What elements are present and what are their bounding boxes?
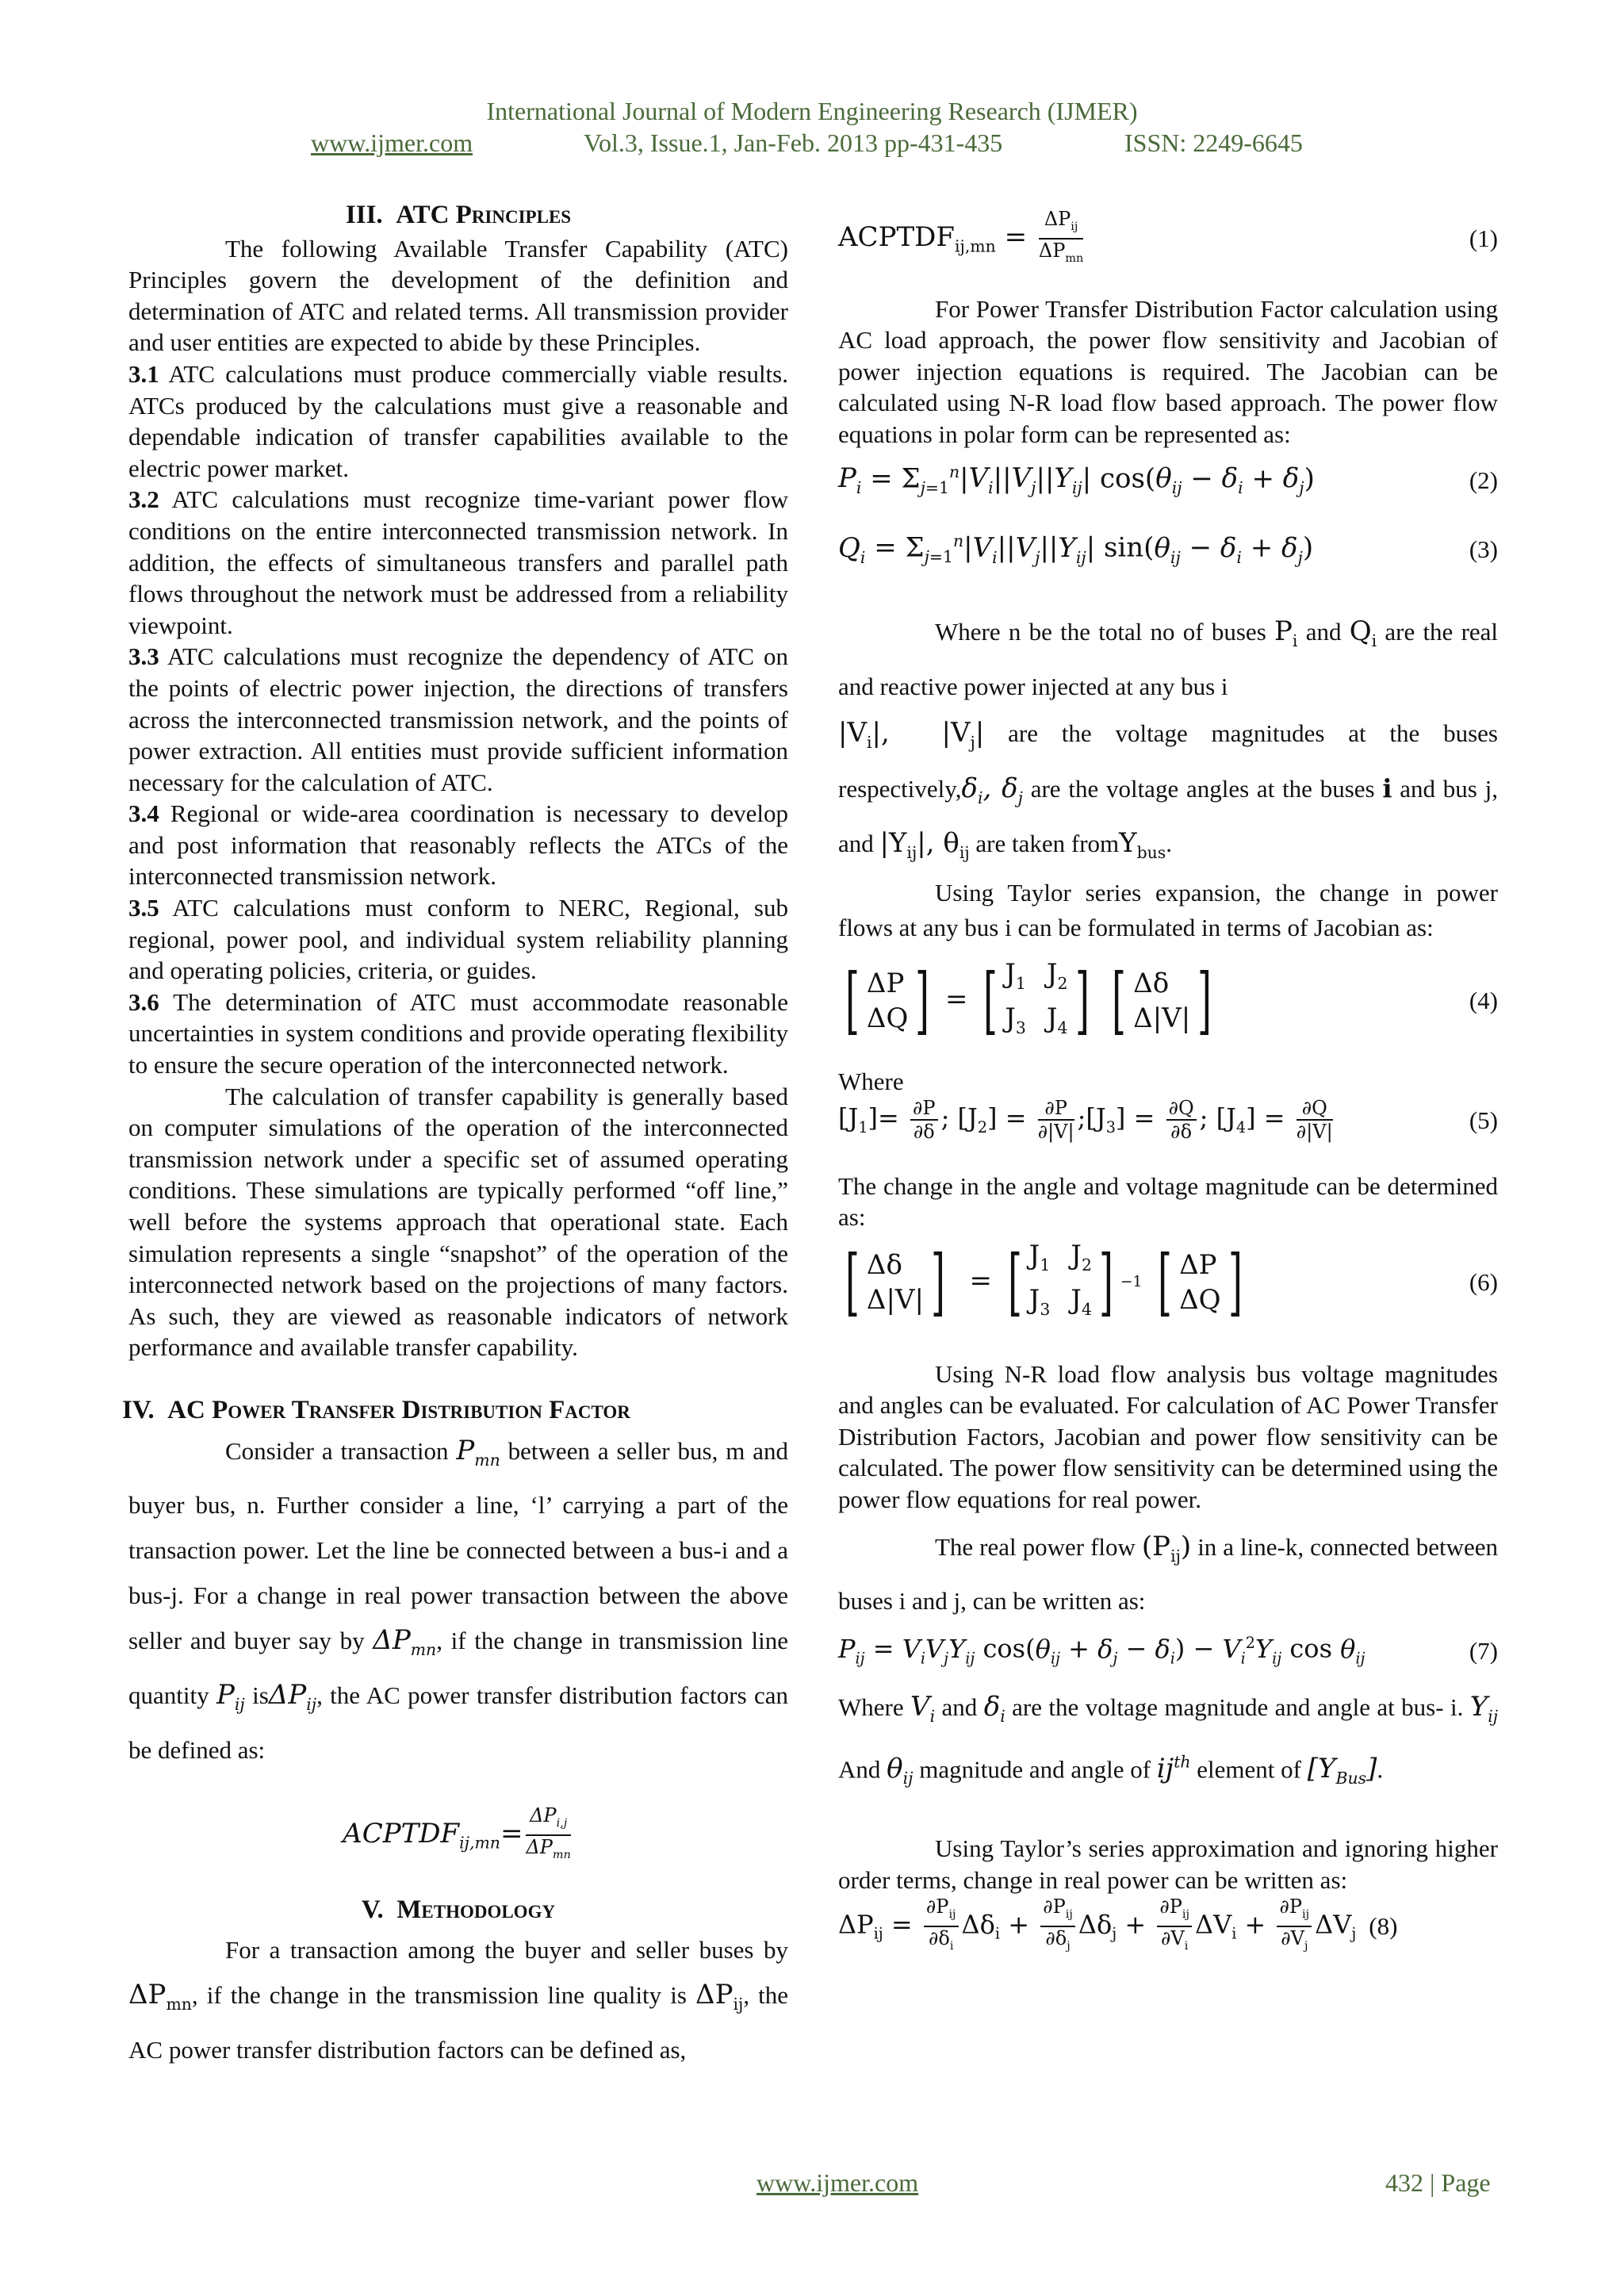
equation-6-body: [ Δδ Δ|V| ] = [ $J_1$ $J_2$ $J_3$ $J_4$ ] −1 [ ΔP ΔQ ] <box>845 1239 1243 1324</box>
text-run: are the voltage angles at the buses <box>1030 774 1375 803</box>
text-run: Where n be the total no of buses <box>935 618 1266 646</box>
text-run: magnitude and angle of <box>919 1755 1151 1784</box>
right-paragraph-4: The change in the angle and voltage magnitude can be determined as: <box>838 1171 1498 1232</box>
section-3-title: ATC Principles <box>396 201 572 229</box>
principle-3-5 <box>128 892 788 987</box>
text-run: and <box>1305 618 1342 646</box>
text-run: , the AC power transfer distribution factors can be defined as, <box>128 1981 789 2064</box>
section-3-heading <box>128 200 788 232</box>
right-paragraph-5: Using N-R load flow analysis bus voltage magnitudes and angles can be evaluated. For calculation of AC Power Transfer Distribution Factors, Jacobian and power flow sensitivity can be calculated. The power flow sensitivity can be determined using the power flow equations for real power. <box>838 1359 1498 1514</box>
left-column <box>122 197 789 2072</box>
section-4-title: AC Power Transfer Distribution Factor <box>167 1395 630 1424</box>
principle-text: The determination of ATC must accommodate reasonable uncertainties in system conditions and provide operating flexibility to ensure the secure operation of the interconnected network. <box>128 987 788 1079</box>
text-run: are the voltage magnitudes at the buses respectively, <box>838 719 1498 803</box>
bus-i-symbol: i <box>1382 772 1392 803</box>
equation-5 <box>838 1097 1498 1143</box>
text-run: and <box>941 1693 978 1722</box>
principle-number: 3.3 <box>128 642 159 671</box>
vi-symbol: $V_i$ <box>910 1691 936 1726</box>
theta-ij-symbol: $\theta_{ij}$ <box>887 1753 914 1788</box>
equation-number: (2) <box>1469 466 1498 494</box>
ybus-bracket-symbol: $[Y_{Bus}]$ <box>1307 1753 1377 1788</box>
equation-1-body: $ACPTDF_{ij,mn}$ = $\frac{\Delta P_{ij}}{\Delta P_{mn}}$ <box>838 208 1084 265</box>
footer-site-link[interactable]: www.ijmer.com <box>756 2168 919 2197</box>
delta-pmn-symbol: $\Delta P_{mn}$ <box>128 1979 192 2014</box>
section-4-heading <box>122 1395 788 1427</box>
pmn-symbol: $P_{mn}$ <box>456 1434 500 1470</box>
section-5-heading <box>128 1895 788 1926</box>
vi-vj-symbols: $|V_i|$, $|V_j|$ <box>838 716 985 752</box>
qi-symbol: $Q_i$ <box>1349 615 1377 650</box>
equation-2 <box>838 457 1498 504</box>
text-run: in a line-k, connected between buses i and j, can be written as: <box>838 1532 1499 1616</box>
principle-number: 3.6 <box>128 987 159 1016</box>
principle-text: ATC calculations must conform to NERC, Regional, sub regional, power pool, and individual system reliability planning and operating policies, criteria, or guides. <box>128 894 788 985</box>
text-run: , the AC power transfer distribution factors can be defined as: <box>128 1681 789 1764</box>
right-paragraph-3: Using Taylor series expansion, the change in power flows at any bus i can be formulated in terms of Jacobian as: <box>838 879 1498 942</box>
delta-symbols: $\delta_i$, $\delta_j$ <box>961 772 1023 807</box>
journal-title: International Journal of Modern Engineering Research (IJMER) <box>486 97 1138 125</box>
right-paragraph-1: For Power Transfer Distribution Factor calculation using AC load approach, the power flow sensitivity and Jacobian of power injection equations is required. The Jacobian can be calculated using N-R load flow based approach. The power flow equations in polar form can be represented as: <box>838 294 1498 448</box>
equation-8-body: $\Delta P_{ij}$ = $\frac{\partial P_{ij}}{\partial\delta_i}$ $\Delta\delta_i$ + $\frac{\partial P_{ij}}{\partial\delta_j}$ $\Delta\delta_j$ + $\frac{\partial P_{ij}}{\partial V_i}$ $\Delta V_i$ + $\frac{\partial P_{ij}}{\partial V_j}$ $\Delta V_j$ <box>838 1895 1357 1953</box>
text-run: , if the change in the transmission line quality is <box>191 1981 687 2010</box>
principle-number: 3.4 <box>128 799 159 828</box>
equation-3-body: $Q_i = \Sigma_{j=1}^n|V_i||V_j||Y_{ij}|$ $\sin(\theta_{ij} - \delta_i + \delta_j)$ <box>838 531 1314 567</box>
ybus-symbol: $Y_{bus}$ <box>1119 827 1166 863</box>
principle-3-4 <box>128 798 788 892</box>
pij-paren-symbol: $(P_{ij})$ <box>1141 1530 1192 1566</box>
text-run: The real power flow <box>935 1532 1136 1561</box>
equation-number: (4) <box>1469 987 1498 1015</box>
equation-4-body: [ ΔP ΔQ ] = [ $J_1$ $J_2$ $J_3$ $J_4$ ] [ Δδ Δ|V| ] <box>845 957 1212 1043</box>
header-issn: ISSN: 2249-6645 <box>1124 128 1303 157</box>
section-4-number: IV. <box>122 1395 155 1424</box>
header-site-link[interactable]: www.ijmer.com <box>311 128 473 157</box>
principle-number: 3.1 <box>128 359 159 388</box>
ij-th-symbol: $ij^{th}$ <box>1156 1752 1191 1785</box>
equation-number: (8) <box>1369 1912 1398 1941</box>
section-5-number: V. <box>361 1895 384 1924</box>
equation-7 <box>838 1627 1498 1674</box>
principle-3-6 <box>128 987 788 1081</box>
right-paragraph-6 <box>838 1524 1498 1625</box>
text-run: is <box>252 1681 269 1710</box>
header-volume: Vol.3, Issue.1, Jan-Feb. 2013 pp-431-435 <box>584 128 1003 157</box>
text-run: are taken from <box>975 830 1120 858</box>
delta-pij-symbol: $\Delta P_{ij}$ <box>695 1979 744 2014</box>
principle-text: ATC calculations must produce commercially viable results. ATCs produced by the calculations must give a reasonable and dependable indication of transfer capabilities available to the electric power market. <box>128 359 788 482</box>
yij-symbol: $Y_{ij}$ <box>1469 1691 1499 1726</box>
where-label: Where <box>838 1067 904 1095</box>
equation-8 <box>838 1895 1498 1957</box>
text-run: Where <box>838 1693 904 1722</box>
text-run: Consider a transaction <box>225 1436 449 1465</box>
delta-pij-symbol: $\Delta P_{ij}$ <box>268 1679 317 1714</box>
principle-text: Regional or wide-area coordination is necessary to develop and post information that reasonably reflects the ATCs of the interconnected transmission network. <box>128 799 788 891</box>
equation-number: (1) <box>1469 224 1498 252</box>
text-run: element of <box>1197 1755 1301 1784</box>
principle-3-3 <box>128 641 788 798</box>
equation-number: (7) <box>1469 1636 1498 1665</box>
equation-4 <box>838 956 1498 1045</box>
principle-3-1 <box>128 358 788 484</box>
text-run: are the voltage magnitude and angle at bus- i. <box>1012 1693 1464 1722</box>
text-run: between a seller bus, m and buyer bus, n. Further consider a line, ‘l’ carrying a part of the transaction power. Let the line be connected between a bus-i and a bus-j. For a change in real power transaction between the above seller and buyer say by <box>128 1436 789 1655</box>
acptdf-inline-equation: $ACPTDF_{ij,mn}=$ $\frac{\Delta P_{i,j}}{\Delta P_{mn}}$ <box>343 1803 571 1861</box>
text-run: are the real and reactive power injected at any bus i <box>838 618 1499 700</box>
section-3-number: III. <box>345 201 383 229</box>
delta-i-symbol: $\delta_i$ <box>983 1691 1005 1726</box>
text-run: For a transaction among the buyer and seller buses by <box>225 1936 788 1964</box>
principle-text: ATC calculations must recognize time-variant power flow conditions on the entire interconnected transmission network. In addition, the effects of simultaneous transfers and parallel path flows throughout the network must be addressed from a reliability viewpoint. <box>128 485 788 639</box>
text-run: , if the change in transmission line quantity <box>128 1627 789 1710</box>
equation-number: (6) <box>1469 1268 1498 1297</box>
right-paragraph-2: Where n be the total no of buses $P_i$ and $Q_i$ are the real and reactive power injected at any bus i $|V_i|$, $|V_j|$ are the voltage magnitudes at the buses $respectively,\delta_i$, $\delta_j$ are the voltage angles at the buses i and bus j, and $|Y_{ij}|$, $\theta_{ij}$ are taken fromY$_{bus}$. <box>838 615 1499 863</box>
equation-2-body: $P_i = \Sigma_{j=1}^n|V_i||V_j||Y_{ij}|$ $\cos(\theta_{ij} - \delta_i + \delta_j)$ <box>838 462 1315 497</box>
delta-pmn-symbol: $\Delta P_{mn}$ <box>373 1624 437 1660</box>
equation-1 <box>838 208 1498 270</box>
principle-3-2 <box>128 484 788 641</box>
equation-number: (5) <box>1469 1106 1498 1134</box>
text-run: and bus j, and <box>838 774 1498 858</box>
section-3-intro: The following Available Transfer Capability (ATC) Principles govern the development of the definition and determination of ATC and related terms. All transmission provider and user entities are expected to abide by these Principles. <box>128 234 788 357</box>
section-5-paragraph <box>128 1927 788 2072</box>
text-run: And <box>838 1755 881 1784</box>
equation-number: (3) <box>1469 535 1498 564</box>
footer-page-number: 432 | Page <box>1385 2168 1491 2197</box>
section-3-closing: The calculation of transfer capability is generally based on computer simulations of the operation of the interconnected transmission network under a specific set of assumed operating conditions. These simulations are typically performed “off line,” well before the systems approach that operational state. Each simulation represents a single “snapshot” of the operation of the interconnected network based on the projections of many factors. As such, they are viewed as reasonable indicators of network performance and available transfer capability. <box>128 1082 788 1362</box>
section-5-title: Methodology <box>396 1895 556 1924</box>
equation-7-body: $P_{ij} = V_iV_jY_{ij}$ $\cos(\theta_{ij} + \delta_j - \delta_i) - V_i^2Y_{ij}$ $\cos \theta_{ij}$ <box>838 1634 1365 1668</box>
equation-6 <box>838 1238 1498 1327</box>
right-paragraph-8: Using Taylor’s series approximation and ignoring higher order terms, change in real power can be written as: <box>838 1834 1498 1894</box>
right-paragraph-7: Where $V_i$ and $\delta_i$ are the voltage magnitude and angle at bus- i. $Y_{ij}$ And $\theta_{ij}$ magnitude and angle of $ij^{th}$ element of $[Y_{Bus}]$. <box>838 1691 1499 1788</box>
yij-theta-symbols: $|Y_{ij}|$, $\theta_{ij}$ <box>879 827 970 863</box>
pij-symbol: $P_{ij}$ <box>216 1679 245 1714</box>
section-4-paragraph <box>128 1428 788 1773</box>
principle-number: 3.2 <box>128 485 159 514</box>
equation-3 <box>838 526 1498 573</box>
equation-5-body: $[J_1]=$ $\frac{\partial P}{\partial\delta}$ ; $[J_2]$ = $\frac{\partial P}{\partial|V|}$ $;[J_3]$ = $\frac{\partial Q}{\partial\delta}$ ; $[J_4]$ = $\frac{\partial Q}{\partial|V|}$ <box>838 1097 1333 1144</box>
pi-symbol: $P_i$ <box>1274 615 1298 650</box>
principle-number: 3.5 <box>128 894 159 922</box>
principle-text: ATC calculations must recognize the dependency of ATC on the points of electric power injection, the directions of transfers across the interconnected transmission network, and the points of power extraction. All entities must provide sufficient information necessary for the calculation of ATC. <box>128 642 788 796</box>
right-column <box>838 197 1498 1967</box>
